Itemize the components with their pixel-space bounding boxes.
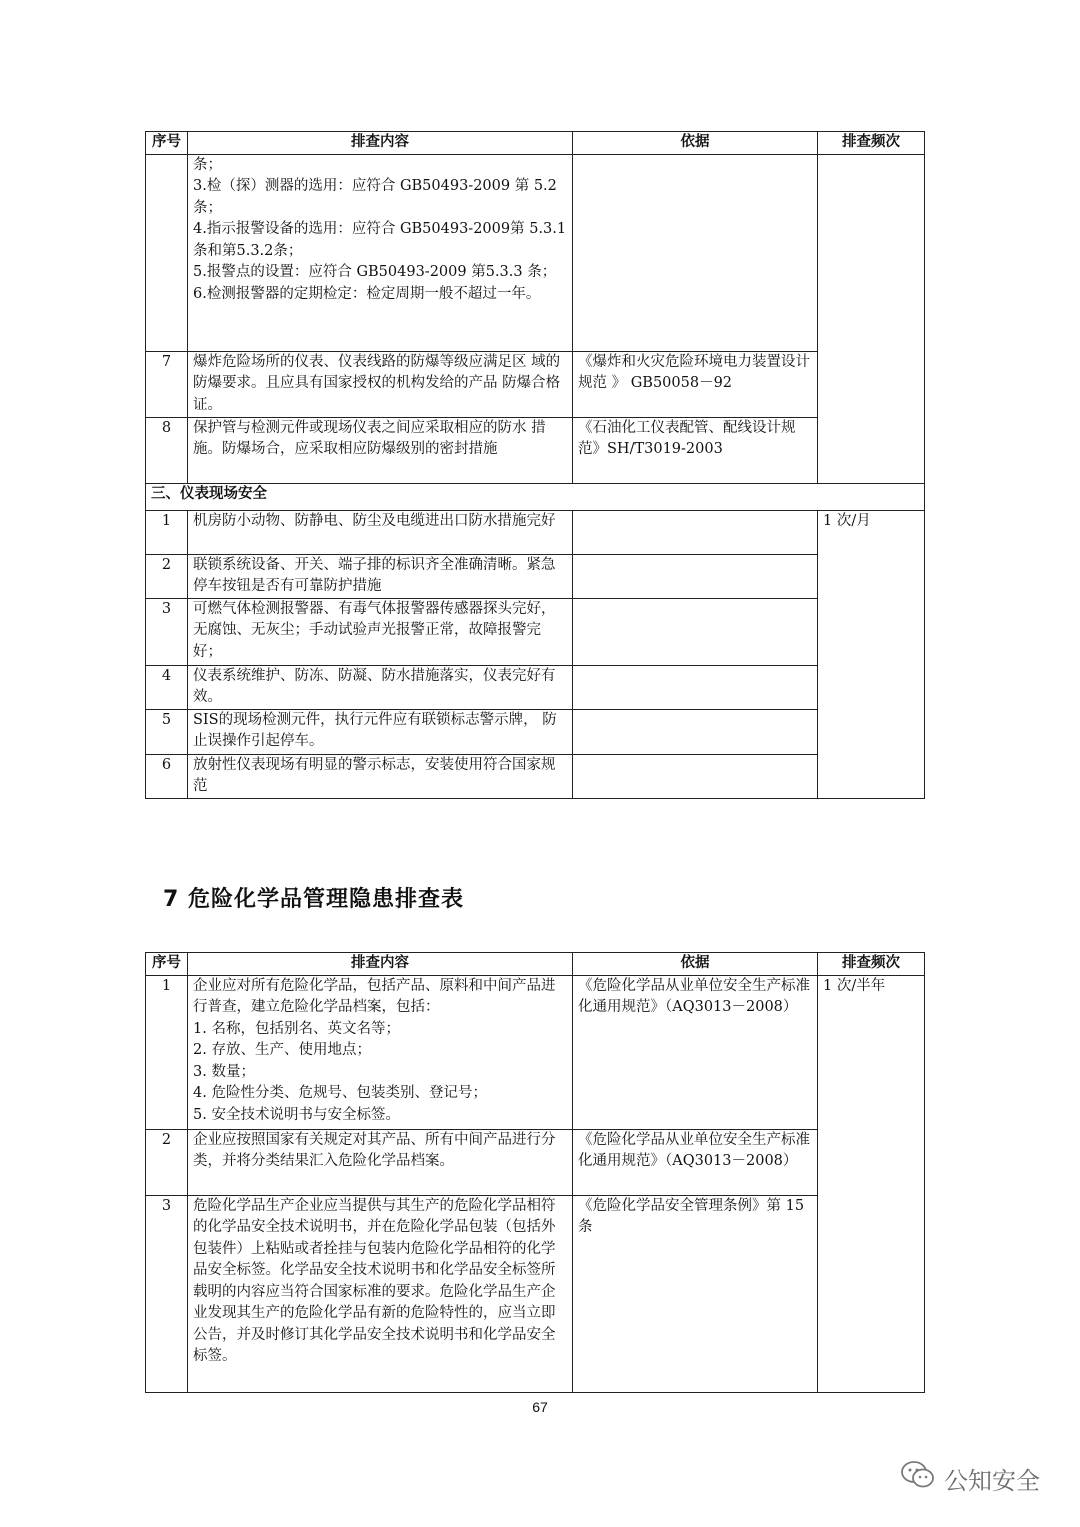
row-basis: 《危险化学品安全管理条例》第 15 条 [573,1195,818,1392]
row-basis [573,154,818,351]
row-freq [818,154,925,483]
table-row [146,510,925,554]
header-num: 序号 [146,953,188,976]
table-row [146,665,925,709]
table-row [146,709,925,754]
row-content: 保护管与检测元件或现场仪表之间应采取相应的防水 措施。防爆场合，应采取相应防爆级别的密封措施 [188,417,573,483]
row-basis: 《危险化学品从业单位安全生产标准化通用规范》（AQ3013－2008） [573,975,818,1129]
table-row [146,554,925,598]
row-num: 5 [146,709,188,754]
row-content: SIS的现场检测元件，执行元件应有联锁标志警示牌， 防止误操作引起停车。 [188,709,573,754]
row-num: 1 [146,975,188,1129]
row-content: 仪表系统维护、防冻、防凝、防水措施落实，仪表完好有效。 [188,665,573,709]
row-num: 2 [146,1129,188,1195]
row-basis [573,598,818,665]
row-basis: 《石油化工仪表配管、配线设计规范》SH/T3019-2003 [573,417,818,483]
table-header-row [146,132,925,155]
row-num: 6 [146,754,188,798]
row-basis [573,754,818,798]
watermark-text: 公知安全 [944,1466,1040,1495]
row-num [146,154,188,351]
inspection-table-chemicals [145,952,925,1393]
wechat-icon [900,1460,936,1496]
header-num: 序号 [146,132,188,155]
row-basis [573,709,818,754]
row-basis [573,665,818,709]
table-row [146,754,925,798]
row-basis: 《危险化学品从业单位安全生产标准化通用规范》（AQ3013－2008） [573,1129,818,1195]
table-row [146,1195,925,1392]
header-content: 排查内容 [188,953,573,976]
row-num: 1 [146,510,188,554]
row-num: 4 [146,665,188,709]
page-number: 67 [532,1399,548,1415]
row-content: 可燃气体检测报警器、有毒气体报警器传感器探头完好，无腐蚀、无灰尘；手动试验声光报警正常，故障报警完好； [188,598,573,665]
header-freq: 排查频次 [818,132,925,155]
row-basis: 《爆炸和火灾危险环境电力装置设计规范 》 GB50058－92 [573,351,818,417]
header-basis: 依据 [573,132,818,155]
table-row [146,598,925,665]
section-heading: 7 危险化学品管理隐患排查表 [163,887,464,912]
table-row [146,154,925,351]
table-header-row [146,953,925,976]
section-title: 三、仪表现场安全 [146,483,925,510]
watermark [900,1460,1040,1496]
row-content: 企业应按照国家有关规定对其产品、所有中间产品进行分类，并将分类结果汇入危险化学品档案。 [188,1129,573,1195]
table-row [146,1129,925,1195]
row-content: 机房防小动物、防静电、防尘及电缆进出口防水措施完好 [188,510,573,554]
header-freq: 排查频次 [818,953,925,976]
row-content: 危险化学品生产企业应当提供与其生产的危险化学品相符的化学品安全技术说明书，并在危险化学品包装（包括外包装件）上粘贴或者拴挂与包装内危险化学品相符的化学品安全标签。化学品安全技术说明书和化学品安全标签所载明的内容应当符合国家标准的要求。危险化学品生产企业发现其生产的危险化学品有新的危险特性的，应当立即公告，并及时修订其化学品安全技术说明书和化学品安全标签。 [188,1195,573,1392]
row-basis [573,510,818,554]
row-num: 3 [146,598,188,665]
table-row [146,417,925,483]
inspection-table-instruments [145,131,925,799]
row-num: 2 [146,554,188,598]
row-num: 7 [146,351,188,417]
table-row [146,351,925,417]
row-content: 放射性仪表现场有明显的警示标志，安装使用符合国家规范 [188,754,573,798]
row-freq: 1 次/半年 [818,975,925,1392]
table-row [146,975,925,1129]
section-freq: 1 次/月 [818,510,925,798]
row-content: 联锁系统设备、开关、端子排的标识齐全准确清晰。紧急停车按钮是否有可靠防护措施 [188,554,573,598]
row-content: 企业应对所有危险化学品，包括产品、原料和中间产品进行普查，建立危险化学品档案，包括： 1. 名称，包括别名、英文名等； 2. 存放、生产、使用地点； 3. 数量； 4. 危险性分类、危规号、包装类别、登记号； 5. 安全技术说明书与安全标签。 [188,975,573,1129]
row-content: 爆炸危险场所的仪表、仪表线路的防爆等级应满足区 域的防爆要求。且应具有国家授权的机构发给的产品 防爆合格证。 [188,351,573,417]
row-basis [573,554,818,598]
header-content: 排查内容 [188,132,573,155]
header-basis: 依据 [573,953,818,976]
row-num: 3 [146,1195,188,1392]
row-content: 条； 3.检（探）测器的选用：应符合 GB50493-2009 第 5.2条； 4.指示报警设备的选用：应符合 GB50493-2009第 5.3.1条和第5.3.2条； 5.报警点的设置：应符合 GB50493-2009 第5.3.3 条； 6.检测报警器的定期检定：检定周期一般不超过一年。 [188,154,573,351]
section-row [146,483,925,510]
row-num: 8 [146,417,188,483]
